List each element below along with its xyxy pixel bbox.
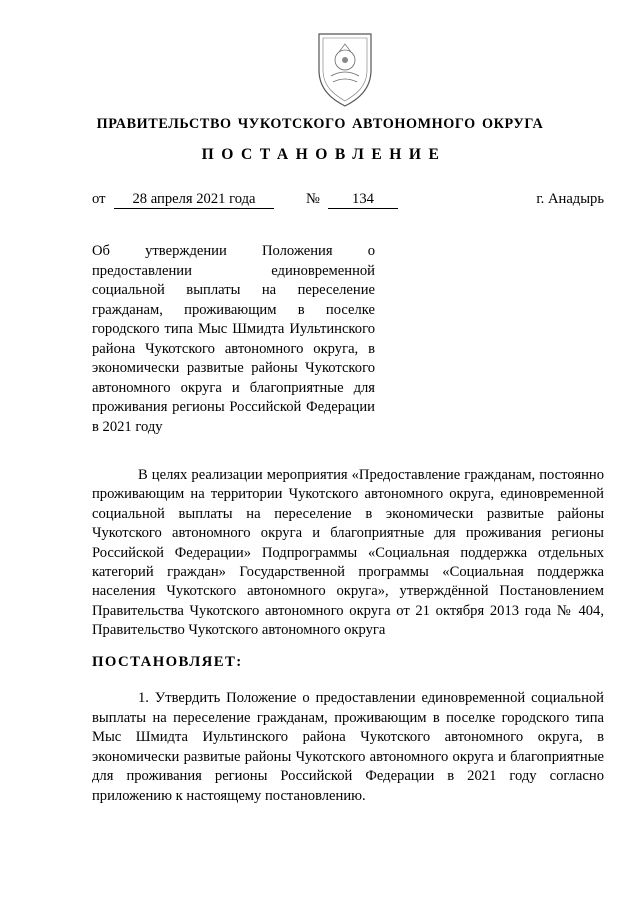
decree-city: г. Анадырь [536,191,604,207]
decree-subject-text: Об утверждении Положения о предоставлении единовременной социальной выплаты на переселение гражданам, проживающим в поселке городского типа Мыс Шмидта Иультинского района Чукотского автономного округа, в экономически развитые районы Чукотского автономного округа и благоприятные для проживания регионы Российской Федерации [92,243,375,415]
coat-of-arms-emblem [313,30,377,108]
decree-number: 134 [328,191,398,209]
government-title: ПРАВИТЕЛЬСТВО ЧУКОТСКОГО АВТОНОМНОГО ОКРУГА [96,116,544,132]
number-prefix: № [306,191,320,207]
decree-meta-line [92,191,604,211]
preamble-paragraph: В целях реализации мероприятия «Предоставление гражданам, постоянно проживающим на территории Чукотского автономного округа, единовременной социальной выплаты на переселение в экономически развитые районы Чукотского автономного округа и благоприятные для проживания регионы Российской Федерации» Подпрограммы «Социальная поддержка отдельных категорий граждан» Государственной программы «Социальная поддержка населения Чукотского автономного округа», утверждённой Постановлением Правительства Чукотского автономного округа от 21 октября 2013 года № 404, Правительство Чукотского автономного округа [92,467,604,639]
decree-subject-last-line: в 2021 году [92,418,163,435]
decree-date: 28 апреля 2021 года [114,191,274,209]
decree-subject [92,242,375,437]
document-type-title: ПОСТАНОВЛЕНИЕ [201,146,447,163]
resolution-item: 1. Утвердить Положение о предоставлении единовременной социальной выплаты на переселение гражданам, проживающим в поселке городского типа Мыс Шмидта Иультинского района Чукотского автономного округа, в экономически развитые районы Чукотского автономного округа и благоприятные для проживания регионы Российской Федерации в 2021 году согласно приложению к настоящему постановлению. [92,690,604,804]
resolves-heading: ПОСТАНОВЛЯЕТ: [92,654,243,670]
date-prefix: от [92,191,106,207]
